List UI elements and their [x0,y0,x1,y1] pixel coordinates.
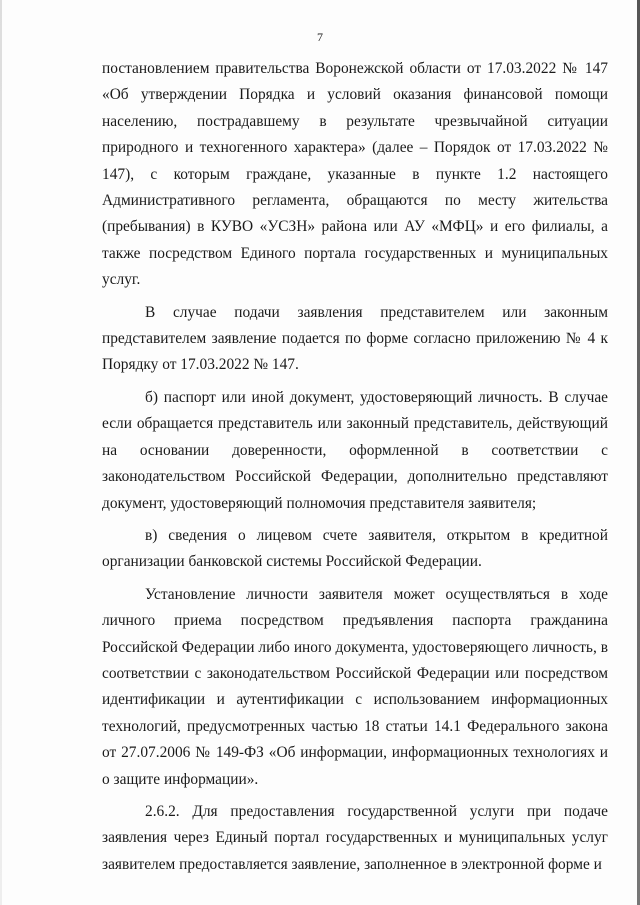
page-number: 7 [317,30,323,44]
paragraph-item-v: в) сведения о лицевом счете заявителя, открытом в кредитной организации банковской системы Российской Федерации. [102,526,608,571]
paragraph-identification: Установление личности заявителя может осуществляться в ходе личного приема посредством предъявления паспорта гражданина Российской Федерации либо иного документа, удостоверяющего личность, в соответствии с законодательством Российской Федерации или посредством идентификации и аутентификации с использованием информационных технологий, предусмотренных частью 18 статьи 14.1 Федерального закона от 27.07.2006 № 149-ФЗ «Об информации, информационных технологиях и о защите информации». [102,585,608,788]
document-body [102,56,608,878]
paragraph-continuation: постановлением правительства Воронежской области от 17.03.2022 № 147 «Об утверждении Порядка и условий оказания финансовой помощи населению, пострадавшему в результате чрезвычайной ситуации природного и техногенного характера» (далее – Порядок от 17.03.2022 № 147), с которым граждане, указанные в пункте 1.2 настоящего Административного регламента, обращаются по месту жительства (пребывания) в КУВО «УСЗН» района или АУ «МФЦ» и его филиалы, а также посредством Единого портала государственных и муниципальных услуг. [102,60,608,289]
paragraph-item-b: б) паспорт или иной документ, удостоверяющий личность. В случае если обращается представитель или законный представитель, действующий на основании доверенности, оформленной в соответствии с законодательством Российской Федерации, дополнительно представляют документ, удостоверяющий полномочия представителя заявителя; [102,388,608,512]
scan-edge-left [0,0,2,905]
paragraph-2-6-2: 2.6.2. Для предоставления государственной услуги при подаче заявления через Единый портал государственных и муниципальных услуг заявителем предоставляется заявление, заполненное в электронной форме и [102,802,608,873]
paragraph-representative: В случае подачи заявления представителем или законным представителем заявление подается по форме согласно приложению № 4 к Порядку от 17.03.2022 № 147. [102,303,608,374]
